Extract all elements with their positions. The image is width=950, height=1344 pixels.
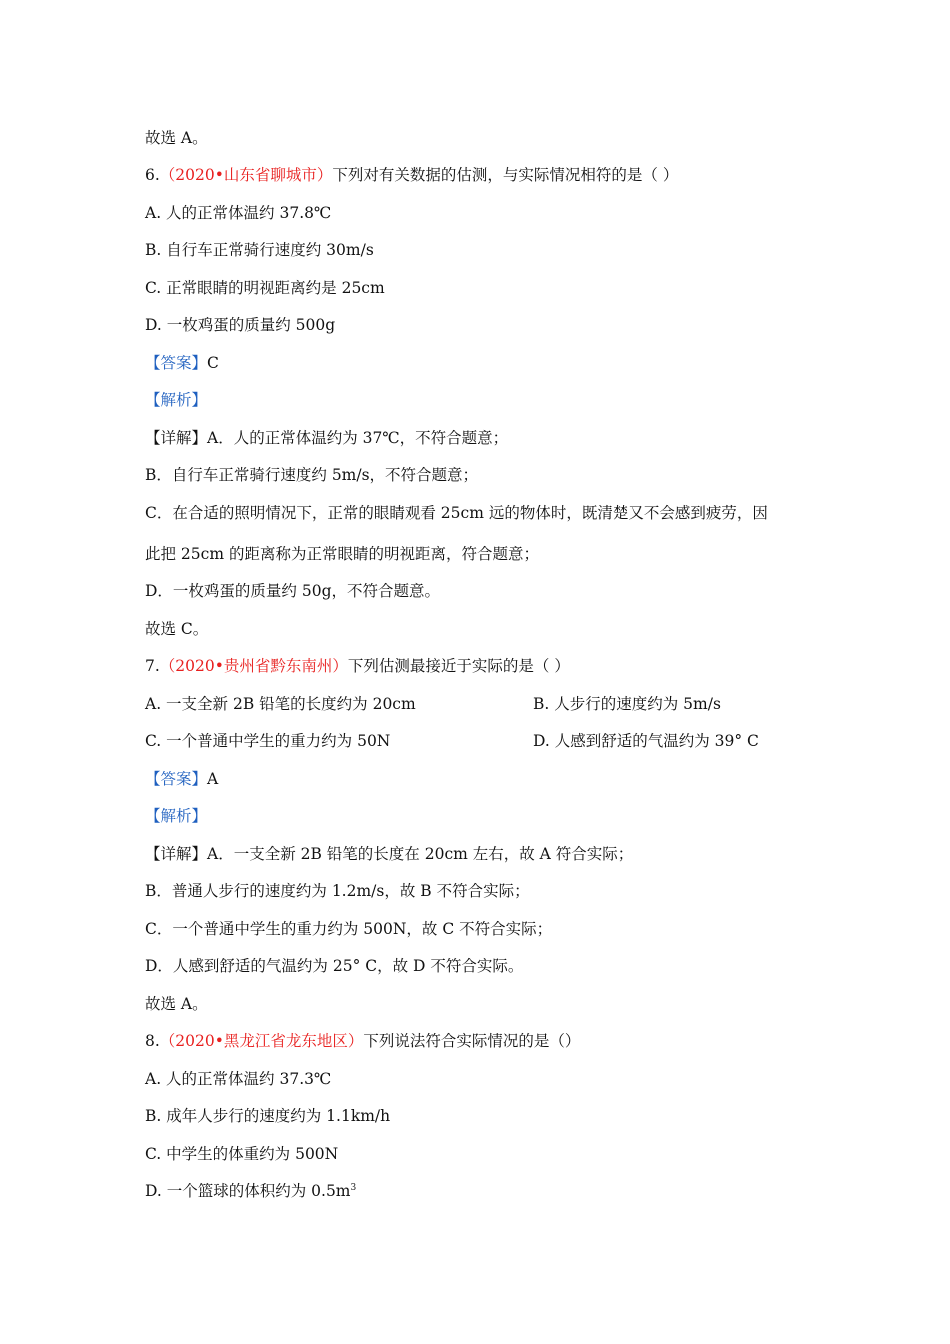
answer-value: C [207,354,219,372]
question-source: （2020•山东省聊城市） [159,166,333,184]
q6-analysis-tag [145,390,207,410]
q6-option-a: A. 人的正常体温约 37.8℃ [145,204,332,222]
q8-option-d [145,1181,356,1201]
superscript: 3 [350,1182,357,1193]
q6-option-c: C. 正常眼睛的明视距离约是 25cm [145,279,385,297]
question-8 [145,1031,580,1051]
q8-option-a: A. 人的正常体温约 37.3℃ [145,1070,332,1088]
question-number: 6. [145,166,160,184]
question-source: （2020•贵州省黔东南州） [159,657,348,675]
q6-answer [145,353,219,373]
q6-detail-d: D．一枚鸡蛋的质量约 50g，不符合题意。 [145,582,441,600]
question-stem: 下列估测最接近于实际的是（ ） [347,657,570,675]
answer-tag: 【答案】 [145,354,208,372]
q6-option-d: D. 一枚鸡蛋的质量约 500g [145,316,336,334]
question-6 [145,165,678,185]
question-source: （2020•黑龙江省龙东地区） [159,1032,364,1050]
q7-detail-a: 【详解】A．一支全新 2B 铅笔的长度在 20cm 左右，故 A 符合实际； [145,845,634,863]
conclusion-q7: 故选 A。 [145,995,208,1013]
q7-detail-b: B．普通人步行的速度约为 1.2m/s，故 B 不符合实际； [145,882,530,900]
q7-option-a: A. 一支全新 2B 铅笔的长度约为 20cm [145,695,416,713]
answer-tag: 【答案】 [145,770,208,788]
q7-option-d: D. 人感到舒适的气温约为 39° C [533,732,759,750]
question-number: 8. [145,1032,160,1050]
q6-detail-b: B．自行车正常骑行速度约 5m/s，不符合题意； [145,466,479,484]
analysis-tag: 【解析】 [145,391,208,409]
question-stem: 下列说法符合实际情况的是（） [363,1032,581,1050]
q8-option-b: B. 成年人步行的速度约为 1.1km/h [145,1107,391,1125]
q7-detail-d: D．人感到舒适的气温约为 25° C，故 D 不符合实际。 [145,957,524,975]
analysis-tag: 【解析】 [145,807,208,825]
question-number: 7. [145,657,160,675]
q7-analysis-tag [145,806,207,826]
option-text: D. 一个篮球的体积约为 0.5m [145,1182,351,1200]
question-7 [145,656,570,676]
q7-option-c: C. 一个普通中学生的重力约为 50N [145,732,391,750]
conclusion-q6: 故选 C。 [145,620,209,638]
q6-detail-c: C．在合适的照明情况下，正常的眼睛观看 25cm 远的物体时，既清楚又不会感到疲劳，因 [145,504,768,522]
question-stem: 下列对有关数据的估测，与实际情况相符的是（ ） [332,166,679,184]
q6-option-b: B. 自行车正常骑行速度约 30m/s [145,241,374,259]
conclusion-q5: 故选 A。 [145,129,208,147]
q8-option-c: C. 中学生的体重约为 500N [145,1145,339,1163]
q6-detail-a: 【详解】A．人的正常体温约为 37℃，不符合题意； [145,429,509,447]
q7-answer [145,769,218,789]
answer-value: A [207,770,219,788]
q7-detail-c: C．一个普通中学生的重力约为 500N，故 C 不符合实际； [145,920,553,938]
q7-option-b: B. 人步行的速度约为 5m/s [533,695,721,713]
q6-detail-c-cont: 此把 25cm 的距离称为正常眼睛的明视距离，符合题意； [145,545,539,563]
